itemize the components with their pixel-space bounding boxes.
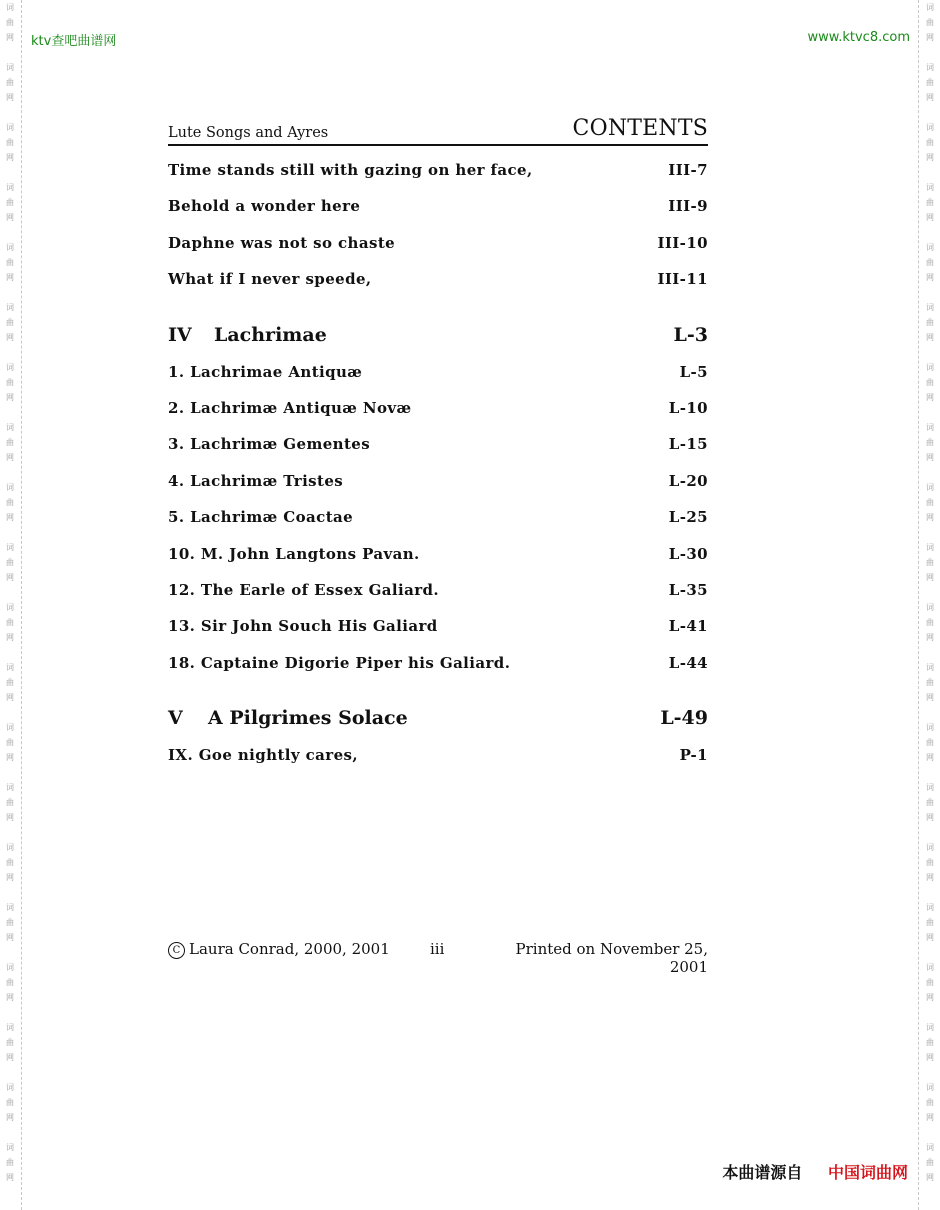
entry-page: L-20 [668,471,708,490]
page-header [168,112,708,146]
entry-page: III-9 [668,197,708,216]
toc-entry[interactable] [168,152,708,188]
section-title: Lachrimae [214,323,327,346]
watermark-glyph-group: 词 曲 网 [6,243,14,282]
section-number: IV [168,323,192,346]
toc-entry[interactable] [168,261,708,297]
watermark-glyph-group: 词 曲 网 [926,363,934,402]
right-watermark-strip [922,0,938,1210]
entry-list-lachrimae [168,354,708,682]
toc-entry[interactable] [168,188,708,224]
watermark-glyph-group: 词 曲 网 [6,483,14,522]
watermark-glyph-group: 词 曲 网 [6,123,14,162]
watermark-glyph-group: 词 曲 网 [6,783,14,822]
entry-page: L-25 [668,508,708,527]
left-watermark-strip [2,0,18,1210]
entry-title: 10. M. John Langtons Pavan. [168,544,420,563]
watermark-glyph-group: 词 曲 网 [926,1083,934,1122]
watermark-glyph-group: 词 曲 网 [6,1083,14,1122]
watermark-glyph-group: 词 曲 网 [6,603,14,642]
entry-page: L-30 [668,544,708,563]
entry-list-pilgrimes [168,737,708,773]
contents-page [168,112,708,773]
watermark-glyph-group: 词 曲 网 [926,1023,934,1062]
toc-entry[interactable] [168,426,708,462]
watermark-glyph-group: 词 曲 网 [926,963,934,1002]
entry-title: Daphne was not so chaste [168,233,396,252]
copyright-notice [168,940,430,959]
entry-page: III-7 [668,161,708,179]
section-title: A Pilgrimes Solace [208,707,408,730]
printed-date: Printed on November 25, 2001 [515,940,708,976]
entry-title: 3. Lachrimæ Gementes [168,435,371,454]
page-number: iii [430,940,445,958]
watermark-glyph-group: 词 曲 网 [6,303,14,342]
toc-entry[interactable] [168,463,708,499]
watermark-glyph-group: 词 曲 网 [926,1143,934,1182]
toc-entry[interactable] [168,499,708,535]
entry-title: Time stands still with gazing on her face, [168,161,533,179]
entry-title: IX. Goe nightly cares, [168,746,359,765]
page-heading: CONTENTS [572,116,708,141]
site-watermark-right[interactable]: www.ktvc8.com [807,30,910,45]
watermark-glyph-group: 词 曲 网 [6,3,14,42]
watermark-glyph-group: 词 曲 网 [926,543,934,582]
entry-page: L-44 [668,653,708,672]
entry-page: L-35 [668,580,708,599]
watermark-glyph-group: 词 曲 网 [6,723,14,762]
entry-page: L-5 [679,362,708,381]
watermark-glyph-group: 词 曲 网 [926,903,934,942]
entry-title: 4. Lachrimæ Tristes [168,471,344,490]
watermark-glyph-group: 词 曲 网 [6,963,14,1002]
watermark-glyph-group: 词 曲 网 [6,183,14,222]
entry-page: P-1 [679,746,708,765]
entry-page: III-11 [657,270,708,289]
watermark-glyph-group: 词 曲 网 [926,303,934,342]
watermark-glyph-group: 词 曲 网 [6,63,14,102]
section-heading-iv[interactable] [168,316,708,354]
watermark-glyph-group: 词 曲 网 [6,903,14,942]
watermark-glyph-group: 词 曲 网 [6,363,14,402]
toc-entry[interactable] [168,645,708,681]
entry-title: 13. Sir John Souch His Galiard [168,617,438,636]
watermark-glyph-group: 词 曲 网 [6,843,14,882]
entry-page: III-10 [657,233,708,252]
toc-entry[interactable] [168,608,708,644]
copyright-text: Laura Conrad, 2000, 2001 [189,940,390,958]
section-page: L-49 [660,707,708,730]
entry-page: L-10 [668,398,708,417]
entry-title: 12. The Earle of Essex Galiard. [168,580,440,599]
watermark-glyph-group: 词 曲 网 [926,3,934,42]
watermark-glyph-group: 词 曲 网 [926,123,934,162]
toc-entry[interactable] [168,390,708,426]
watermark-glyph-group: 词 曲 网 [6,543,14,582]
copyright-icon: C [168,942,185,959]
watermark-glyph-group: 词 曲 网 [926,243,934,282]
watermark-glyph-group: 词 曲 网 [926,423,934,462]
entry-title: Behold a wonder here [168,197,361,216]
entry-list-songs [168,152,708,298]
source-label: 本曲谱源自 [722,1163,803,1182]
entry-page: L-15 [668,435,708,454]
watermark-glyph-group: 词 曲 网 [926,63,934,102]
toc-entry[interactable] [168,354,708,390]
toc-entry[interactable] [168,225,708,261]
watermark-glyph-group: 词 曲 网 [6,663,14,702]
entry-title: 1. Lachrimae Antiquæ [168,362,363,381]
watermark-glyph-group: 词 曲 网 [926,783,934,822]
watermark-glyph-group: 词 曲 网 [6,423,14,462]
site-watermark-left[interactable]: ktv查吧曲谱网 [31,34,117,49]
watermark-glyph-group: 词 曲 网 [926,603,934,642]
watermark-glyph-group: 词 曲 网 [926,723,934,762]
toc-entry[interactable] [168,737,708,773]
toc-entry[interactable] [168,536,708,572]
entry-title: 18. Captaine Digorie Piper his Galiard. [168,653,511,672]
toc-entry[interactable] [168,572,708,608]
watermark-glyph-group: 词 曲 网 [6,1023,14,1062]
source-watermark [722,1160,908,1183]
page-footer [168,940,708,976]
right-dashed-rule [918,0,919,1210]
entry-page: L-41 [668,617,708,636]
section-page: L-3 [673,323,708,346]
watermark-glyph-group: 词 曲 网 [926,183,934,222]
entry-title: What if I never speede, [168,270,372,289]
left-dashed-rule [21,0,22,1210]
section-number: V [168,707,183,730]
watermark-glyph-group: 词 曲 网 [6,1143,14,1182]
entry-title: 5. Lachrimæ Coactae [168,508,354,527]
watermark-glyph-group: 词 曲 网 [926,483,934,522]
book-title: Lute Songs and Ayres [168,125,329,141]
watermark-glyph-group: 词 曲 网 [926,843,934,882]
watermark-glyph-group: 词 曲 网 [926,663,934,702]
entry-title: 2. Lachrimæ Antiquæ Novæ [168,398,412,417]
section-heading-v[interactable] [168,699,708,737]
source-site-link[interactable]: 中国词曲网 [827,1163,908,1182]
